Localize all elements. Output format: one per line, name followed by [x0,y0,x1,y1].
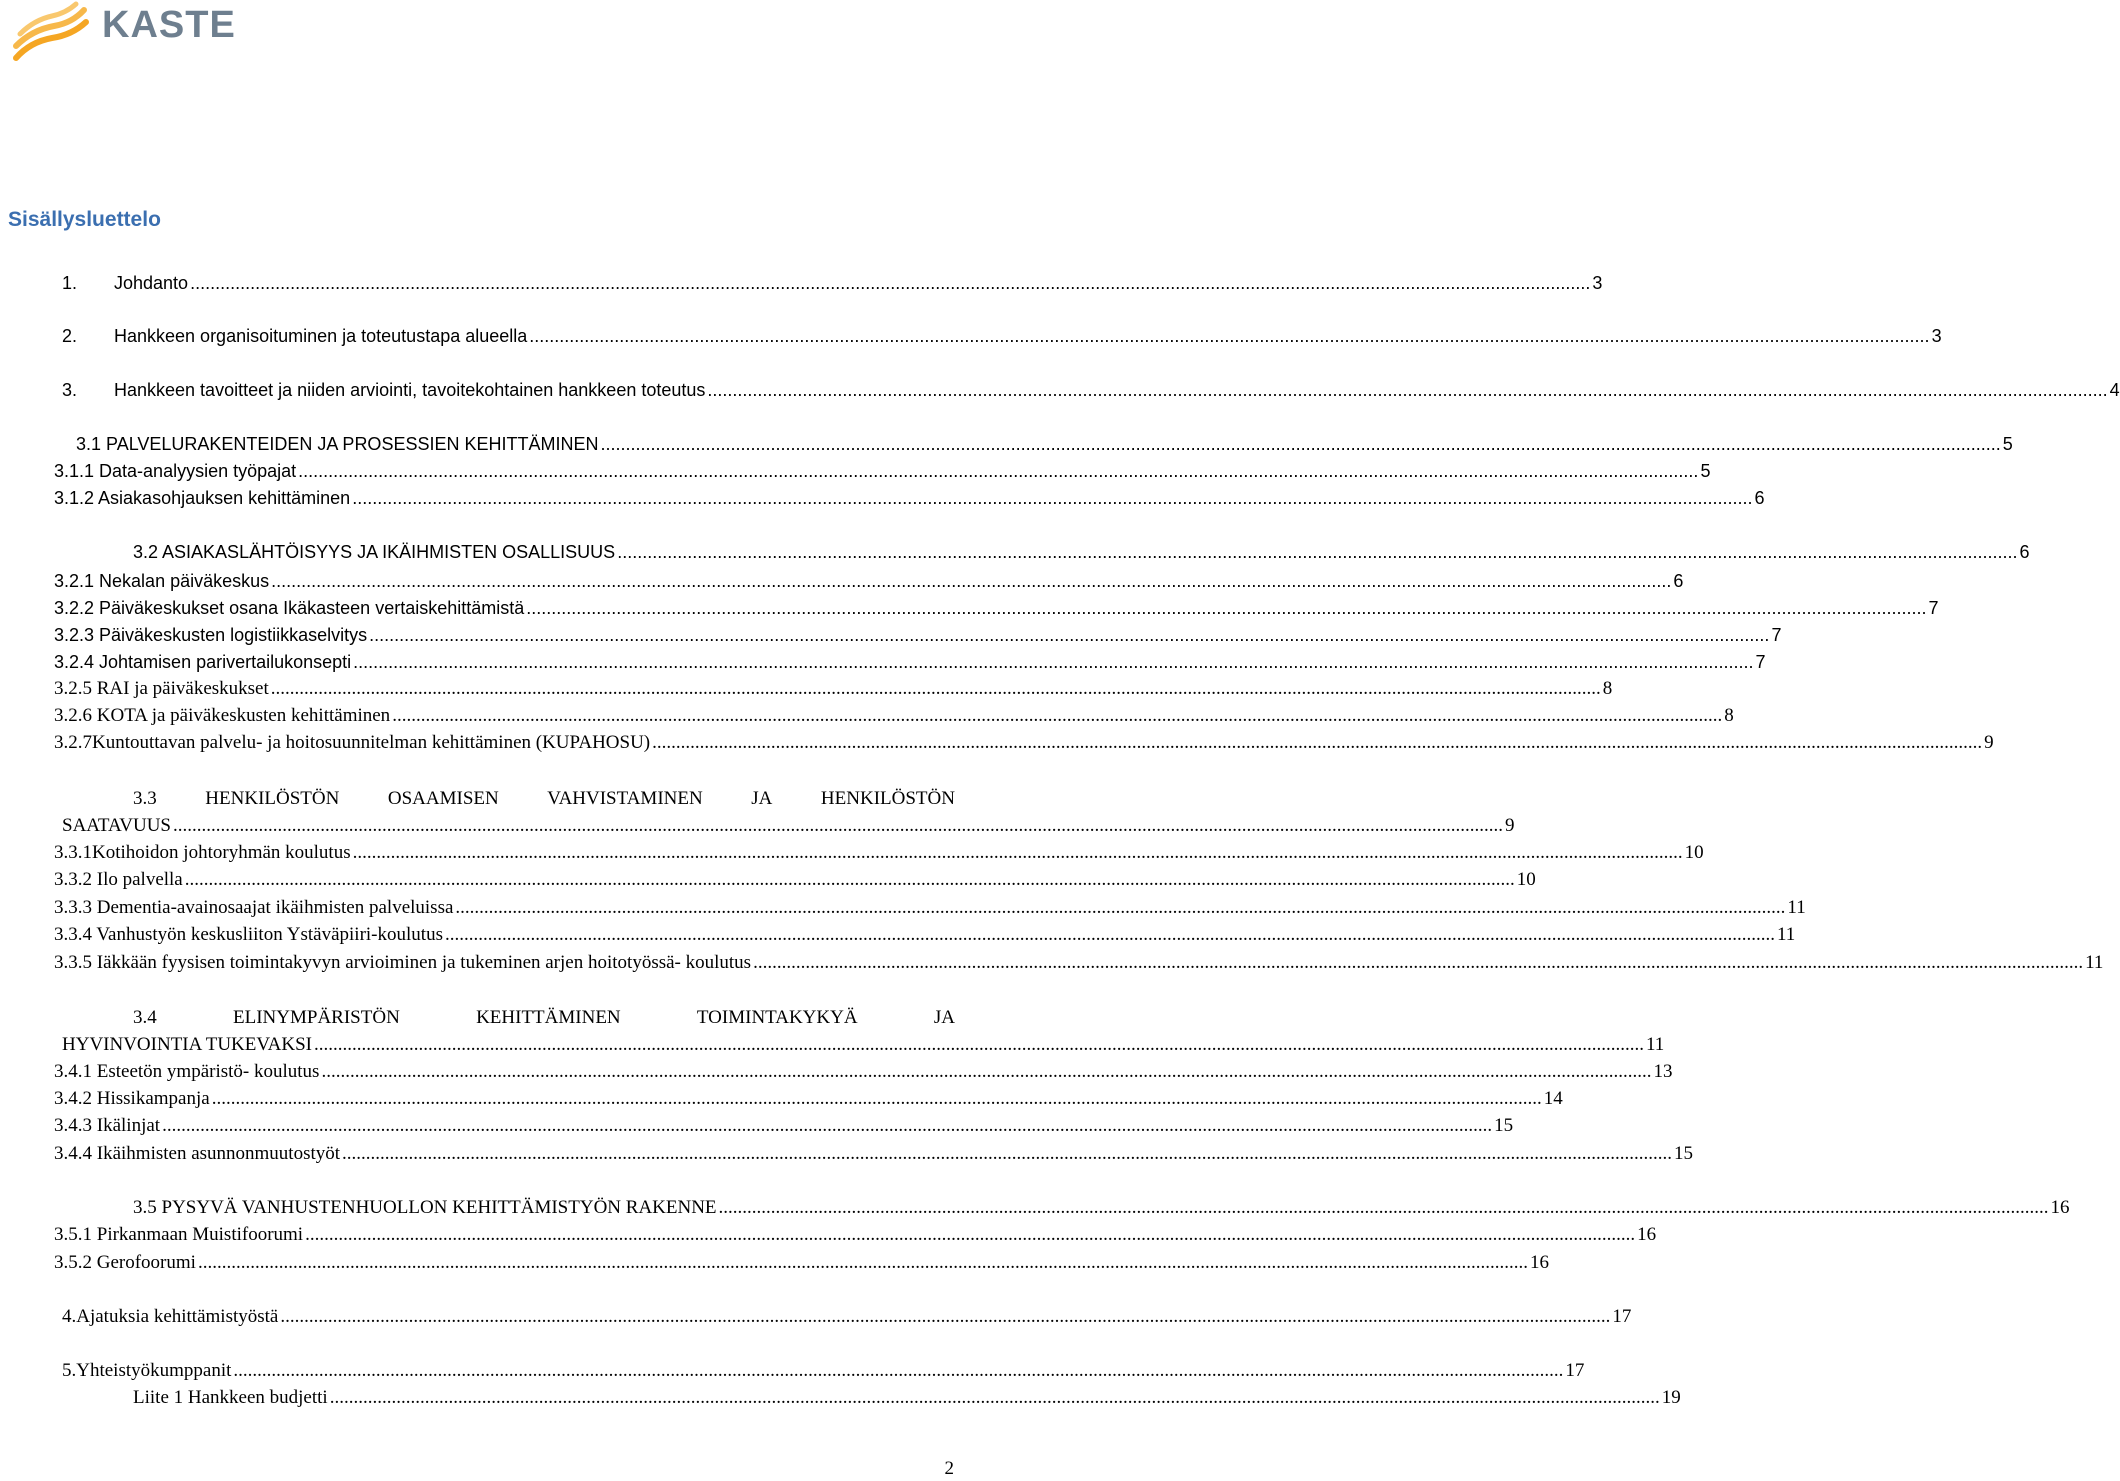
toc-entry[interactable] [133,1195,2070,1221]
toc-entry-number: 3. [62,380,78,400]
toc-entry[interactable] [62,1358,1585,1384]
toc-entry-page: 16 [2050,1197,2070,1218]
toc-entry-text: Johdanto [114,273,189,293]
toc-heading-word: TOIMINTAKYKYÄ [696,1007,858,1028]
toc-entry-number: 2. [62,326,78,346]
toc-entry[interactable] [54,730,1994,756]
toc-heading-word: OSAAMISEN [387,788,499,809]
toc-leader-dots [314,1032,1644,1058]
toc-leader-dots [185,867,1515,893]
toc-entry[interactable] [54,458,1711,484]
toc-entry-page: 17 [1565,1360,1585,1381]
toc-entry-text: 3.3.1Kotihoidon johtoryhmän koulutus [54,842,351,863]
toc-entry-text: 3.5.2 Gerofoorumi [54,1252,196,1273]
toc-entry-page: 9 [1984,732,1994,753]
toc-entry[interactable] [62,1304,1632,1330]
toc-heading-word: KEHITTÄMINEN [476,1007,621,1028]
toc-leader-dots [321,1059,1651,1085]
toc-entry[interactable] [54,867,1536,893]
toc-entry-page: 6 [2019,542,2030,562]
toc-entry[interactable] [133,1385,1681,1411]
toc-leader-dots [600,431,2000,457]
toc-entry-page: 4 [2109,380,2120,400]
toc-leader-dots [233,1358,1563,1384]
toc-entry-text: SAATAVUUS [62,815,171,836]
logo-mark-icon [12,2,92,64]
toc-leader-dots [652,730,1982,756]
toc-entry-page: 11 [1787,897,1806,918]
toc-entry-text: 3.2.7Kuntouttavan palvelu- ja hoitosuunnitelman kehittäminen (KUPAHOSU) [54,732,651,753]
toc-entry-text: HYVINVOINTIA TUKEVAKSI [62,1034,312,1055]
page-number: 2 [944,1458,954,1479]
toc-entry-page: 13 [1653,1061,1673,1082]
toc-entry[interactable] [54,1222,1657,1248]
toc-leader-dots [369,622,1769,648]
toc-leader-dots [190,270,1590,296]
toc-entry-page: 10 [1516,869,1536,890]
toc-entry-page: 17 [1612,1306,1632,1327]
toc-entry-text: 3.4.2 Hissikampanja [54,1088,210,1109]
toc-entry-page: 5 [2002,434,2013,454]
toc-heading-word: VAHVISTAMINEN [547,788,703,809]
toc-leader-dots [305,1222,1635,1248]
toc-entry[interactable] [54,649,1766,675]
toc-entry[interactable] [54,485,1765,511]
toc-entry-text: 4.Ajatuksia kehittämistyöstä [62,1306,279,1327]
toc-entry-heading-line[interactable] [133,1005,955,1031]
toc-leader-dots [298,458,1698,484]
toc-entry-page: 10 [1684,842,1704,863]
toc-leader-dots [753,950,2083,976]
toc-entry-text: 3.2.6 KOTA ja päiväkeskusten kehittäminen [54,705,391,726]
toc-entry-text: 3.4.4 Ikäihmisten asunnonmuutostyöt [54,1143,341,1164]
toc-entry-text: Liite 1 Hankkeen budjetti [133,1387,328,1408]
toc-entry-page: 11 [1645,1034,1665,1055]
toc-heading-word: 3.4 [133,1007,157,1028]
toc-entry[interactable] [54,1113,1514,1139]
toc-entry-text: 3.4.3 Ikälinjat [54,1115,161,1136]
toc-heading-word: 3.3 [133,788,157,809]
toc-leader-dots [392,703,1722,729]
toc-entry[interactable] [62,377,2120,403]
toc-entry-text: 3.4.1 Esteetön ympäristö- koulutus [54,1061,320,1082]
toc-entry-page: 8 [1724,705,1734,726]
toc-leader-dots [162,1113,1492,1139]
toc-leader-dots [445,922,1775,948]
toc-entry-text: 3.2.5 RAI ja päiväkeskukset [54,678,269,699]
toc-entry-page: 11 [1776,924,1796,945]
toc-entry-page: 3 [1931,326,1942,346]
toc-entry-text: 3.5.1 Pirkanmaan Muistifoorumi [54,1224,304,1245]
toc-entry[interactable] [54,895,1806,921]
toc-entry[interactable] [54,1086,1563,1112]
toc-leader-dots [271,568,1671,594]
toc-entry-text: 3.2.3 Päiväkeskusten logistiikkaselvitys [54,625,368,645]
logo-text: KASTE [102,4,236,46]
toc-entry-page: 5 [1700,461,1711,481]
toc-leader-dots [173,813,1503,839]
toc-entry[interactable] [54,595,1939,621]
toc-entry-text: 3.2.1 Nekalan päiväkeskus [54,571,270,591]
toc-entry[interactable] [54,922,1796,948]
toc-heading-word: JA [933,1007,955,1028]
toc-entry-text: Hankkeen organisoituminen ja toteutustapa alueella [114,326,528,346]
toc-entry-text: 3.1.1 Data-analyysien työpajat [54,461,297,481]
toc-entry[interactable] [62,1032,1665,1058]
toc-leader-dots [352,485,1752,511]
toc-entry-text: 3.2.4 Johtamisen parivertailukonsepti [54,652,352,672]
toc-heading-word: ELINYMPÄRISTÖN [233,1007,400,1028]
toc-leader-dots [719,1195,2049,1221]
toc-leader-dots [707,377,2107,403]
toc-entry[interactable] [54,676,1613,702]
toc-entry-text: 3.1 PALVELURAKENTEIDEN JA PROSESSIEN KEHITTÄMINEN [76,434,599,454]
toc-entry-page: 15 [1674,1143,1694,1164]
kaste-logo [12,2,236,64]
toc-leader-dots [271,676,1601,702]
toc-entry[interactable] [133,539,2030,565]
toc-entry-page: 6 [1754,488,1765,508]
toc-entry[interactable] [76,431,2013,457]
toc-entry[interactable] [62,813,1515,839]
toc-entry[interactable] [62,270,1603,296]
toc-entry[interactable] [54,840,1704,866]
toc-leader-dots [526,595,1926,621]
toc-entry-text: 3.5 PYSYVÄ VANHUSTENHUOLLON KEHITTÄMISTYÖN RAKENNE [133,1197,717,1218]
toc-leader-dots [529,323,1929,349]
toc-entry-page: 7 [1771,625,1782,645]
toc-leader-dots [212,1086,1542,1112]
toc-entry-text: 3.3.3 Dementia-avainosaajat ikäihmisten palveluissa [54,897,454,918]
toc-entry-number: 1. [62,273,78,293]
toc-heading-word: HENKILÖSTÖN [820,788,955,809]
toc-leader-dots [455,895,1785,921]
toc-entry[interactable] [54,1250,1549,1276]
toc-heading-word: HENKILÖSTÖN [205,788,340,809]
toc-leader-dots [342,1141,1672,1167]
toc-entry-page: 11 [2085,952,2104,973]
toc-entry-text: 3.2.2 Päiväkeskukset osana Ikäkasteen vertaiskehittämistä [54,598,525,618]
toc-entry-text: 3.3.2 Ilo palvella [54,869,183,890]
toc-entry-text: 3.2 ASIAKASLÄHTÖISYYS JA IKÄIHMISTEN OSALLISUUS [133,542,616,562]
toc-entry-text: Hankkeen tavoitteet ja niiden arviointi, tavoitekohtainen hankkeen toteutus [114,380,706,400]
toc-leader-dots [617,539,2017,565]
toc-entry-text: 3.1.2 Asiakasohjauksen kehittäminen [54,488,351,508]
toc-leader-dots [353,649,1753,675]
toc-entry[interactable] [54,1141,1694,1167]
toc-entry[interactable] [54,568,1684,594]
toc-entry-heading-line[interactable] [133,786,955,812]
toc-entry-page: 14 [1543,1088,1563,1109]
toc-entry-page: 16 [1529,1252,1549,1273]
toc-entry[interactable] [62,323,1942,349]
toc-heading-word: JA [751,788,773,809]
toc-entry[interactable] [54,703,1734,729]
toc-entry[interactable] [54,950,2104,976]
toc-entry-page: 7 [1928,598,1939,618]
toc-entry[interactable] [54,622,1782,648]
toc-entry-text: 3.3.4 Vanhustyön keskusliiton Ystäväpiiri-koulutus [54,924,443,945]
toc-entry[interactable] [54,1059,1673,1085]
toc-entry-page: 8 [1602,678,1613,699]
toc-entry-page: 15 [1494,1115,1514,1136]
toc-entry-page: 19 [1661,1387,1681,1408]
toc-entry-page: 6 [1673,571,1684,591]
toc-entry-page: 16 [1637,1224,1657,1245]
toc-entry-page: 9 [1505,815,1515,836]
toc-entry-text: 3.3.5 Iäkkään fyysisen toimintakyvyn arvioiminen ja tukeminen arjen hoitotyössä- koulutus [54,952,752,973]
toc-leader-dots [353,840,1683,866]
toc-leader-dots [280,1304,1610,1330]
toc-leader-dots [330,1385,1660,1411]
toc-entry-text: 5.Yhteistyökumppanit [62,1360,232,1381]
toc-entry-page: 7 [1755,652,1766,672]
toc-leader-dots [198,1250,1528,1276]
toc-entry-page: 3 [1592,273,1603,293]
toc-title: Sisällysluettelo [8,208,161,231]
